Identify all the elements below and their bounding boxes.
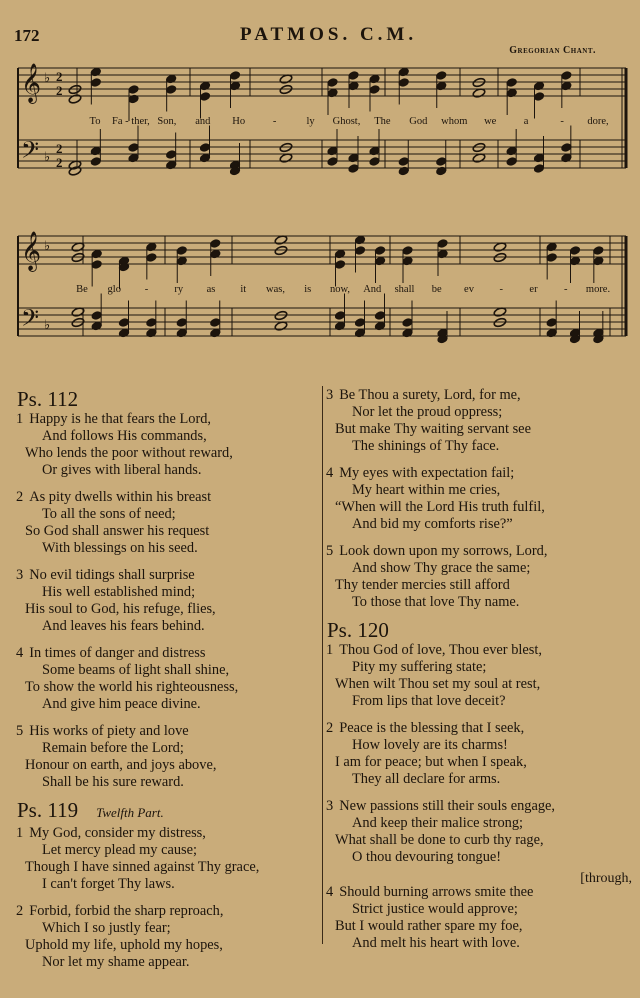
treble-clef-icon: 𝄞: [21, 63, 42, 103]
verse-line: [327, 387, 632, 404]
note-head: [402, 318, 413, 328]
lyric-syllable: now,: [329, 284, 351, 295]
note-head: [165, 150, 176, 160]
note-head: [118, 318, 129, 328]
lyric-syllable: -: [564, 284, 568, 295]
lyric-syllable: and: [195, 116, 211, 127]
verse-text: As pity dwells within his breast: [29, 489, 212, 505]
lyric-syllable: is: [304, 284, 312, 295]
note-head: [165, 85, 176, 95]
verse-text: Look down upon my sorrows, Lord,: [339, 543, 548, 559]
time-signature: 2: [56, 155, 63, 170]
verse-line: Some beams of light shall shine,: [42, 662, 230, 678]
lyric-syllable: Be: [76, 284, 88, 295]
verse-line: My heart within me cries,: [352, 482, 501, 498]
verse-line: But make Thy waiting servant see: [335, 421, 531, 437]
verse-line: Honour on earth, and joys above,: [25, 757, 217, 773]
verse-line: His soul to God, his refuge, flies,: [25, 601, 216, 617]
note-head: [91, 311, 102, 321]
verse-line: To those that love Thy name.: [352, 594, 520, 610]
left-column: [17, 387, 317, 971]
verse-text: My eyes with expectation fail;: [339, 465, 515, 481]
verse-line: And follows His commands,: [42, 428, 207, 444]
lyric-syllable: -: [272, 116, 277, 127]
verse-line: And keep their malice strong;: [352, 815, 524, 831]
lyric-syllable: be: [431, 284, 442, 295]
lyric-syllable: a: [523, 116, 529, 127]
verse-line: To show the world his righteousness,: [25, 679, 239, 695]
lyric-syllable: glo: [107, 284, 121, 295]
note-head: [91, 260, 102, 270]
lyric-syllable: er: [529, 284, 538, 295]
right-column: [327, 387, 632, 952]
note-head: [369, 85, 380, 95]
verse-line: Nor let my shame appear.: [42, 954, 190, 970]
note-head: [436, 71, 447, 81]
verse-line: [17, 903, 317, 920]
note-head: [354, 318, 365, 328]
flat-sign: ♭: [44, 238, 51, 253]
verse-line: [327, 720, 632, 737]
note-head: [561, 143, 572, 153]
lyric-syllable: as: [206, 284, 216, 295]
note-head: [369, 157, 380, 167]
note-head: [327, 157, 338, 167]
verse-line: “When will the Lord His truth fulfil,: [335, 499, 545, 515]
note-head: [128, 85, 139, 95]
lyric-syllable: more.: [585, 284, 611, 295]
note-head: [561, 71, 572, 81]
verse-text: My God, consider my distress,: [29, 825, 206, 841]
verse-line: Thy tender mercies still afford: [335, 577, 510, 593]
verse-line: Let mercy plead my cause;: [42, 842, 198, 858]
note-head: [229, 71, 240, 81]
note-head: [199, 143, 210, 153]
note-head: [374, 311, 385, 321]
verse-line: His well established mind;: [42, 584, 196, 600]
note-head: [354, 246, 365, 256]
verse-line: And leaves his fears behind.: [42, 618, 205, 634]
verse-line: Which I so justly fear;: [42, 920, 171, 936]
time-signature: 2: [56, 83, 63, 98]
note-head: [146, 253, 157, 263]
note-head: [199, 92, 210, 102]
lyric-syllable: ly: [306, 116, 315, 127]
verse-line: O thou devouring tongue!: [352, 849, 502, 865]
verse-number: 4: [326, 884, 334, 900]
time-signature: 2: [56, 69, 63, 84]
lyric-syllable: Son,: [157, 116, 177, 127]
note-head: [176, 246, 187, 256]
verse-number: 2: [326, 720, 334, 736]
verse-line: Or gives with liberal hands.: [42, 462, 202, 478]
verse-line: [327, 642, 632, 659]
verse-line: What shall be done to curb thy rage,: [335, 832, 544, 848]
verse-number: 2: [16, 903, 24, 919]
lyric-syllable: And: [363, 284, 382, 295]
verse-line: When wilt Thou set my soul at rest,: [335, 676, 541, 692]
lyric-syllable: -: [560, 116, 564, 127]
verse-line: Uphold my life, uphold my hopes,: [25, 937, 223, 953]
lyric-syllable: To: [89, 116, 101, 127]
psalm-119-subtitle: Twelfth Part.: [96, 805, 164, 820]
lyric-syllable: -: [499, 284, 503, 295]
lyric-syllable: Ghost,: [332, 116, 361, 127]
verse-line: The shinings of Thy face.: [352, 438, 500, 454]
verse-line: Pity my suffering state;: [352, 659, 487, 675]
flat-sign: ♭: [44, 70, 51, 85]
verse-text: Peace is the blessing that I seek,: [339, 720, 525, 736]
psalm-119-continued-verses: [327, 387, 632, 611]
note-head: [374, 246, 385, 256]
note-head: [334, 311, 345, 321]
verse-number: 5: [16, 723, 24, 739]
note-head: [593, 246, 604, 256]
verse-line: Nor let the proud oppress;: [352, 404, 503, 420]
lyric-syllable: dore,: [587, 116, 609, 127]
lyric-syllable: ev: [464, 284, 474, 295]
verse-number: 3: [326, 798, 334, 814]
note-head: [348, 71, 359, 81]
treble-clef-icon: 𝄞: [21, 231, 42, 271]
psalm-heading-120: Ps. 120: [327, 618, 389, 642]
note-head: [128, 143, 139, 153]
verse-text: Should burning arrows smite thee: [339, 884, 534, 900]
note-head: [210, 239, 221, 249]
note-head: [533, 164, 544, 174]
verse-line: And melt his heart with love.: [352, 935, 520, 951]
verse-number: 1: [16, 825, 24, 841]
verse-number: 2: [16, 489, 24, 505]
lyric-syllable: was,: [266, 284, 285, 295]
verse-line: [17, 567, 317, 584]
note-head: [210, 318, 221, 328]
note-head: [506, 78, 517, 88]
verse-line: [327, 543, 632, 560]
verse-line: Though I have sinned against Thy grace,: [25, 859, 260, 875]
verse-number: 1: [16, 411, 24, 427]
psalm-119-verses: [17, 825, 317, 971]
lyric-syllable: we: [484, 116, 497, 127]
verse-line: [17, 645, 317, 662]
column-divider: [322, 386, 323, 944]
note-head: [569, 246, 580, 256]
verse-line: And give him peace divine.: [42, 696, 201, 712]
note-head: [327, 78, 338, 88]
verse-line: But I would rather spare my foe,: [335, 918, 523, 934]
lyric-syllable: The: [374, 116, 391, 127]
note-head: [334, 260, 345, 270]
bass-clef-icon: 𝄢: [21, 136, 40, 169]
note-head: [436, 157, 447, 167]
lyric-syllable: shall: [394, 284, 415, 295]
psalm-heading-119: [17, 798, 317, 825]
flat-sign: ♭: [44, 317, 51, 332]
note-head: [402, 246, 413, 256]
verse-text: In times of danger and distress: [29, 645, 206, 661]
verse-line: Shall be his sure reward.: [42, 774, 184, 790]
verse-line: And show Thy grace the same;: [352, 560, 531, 576]
verse-text: Happy is he that fears the Lord,: [29, 411, 212, 427]
psalm-heading-112: Ps. 112: [17, 387, 79, 411]
flat-sign: ♭: [44, 149, 51, 164]
verse-text: Be Thou a surety, Lord, for me,: [339, 387, 521, 403]
verse-line: I can't forget Thy laws.: [42, 876, 175, 892]
verse-line: With blessings on his seed.: [42, 540, 198, 556]
verse-text: Forbid, forbid the sharp reproach,: [29, 903, 224, 919]
verse-line: So God shall answer his request: [25, 523, 210, 539]
verse-number: 5: [326, 543, 334, 559]
bass-clef-icon: 𝄢: [21, 304, 40, 337]
verse-text: New passions still their souls engage,: [339, 798, 556, 814]
note-head: [506, 157, 517, 167]
verse-line: To all the sons of need;: [42, 506, 176, 522]
hymn-title: PATMOS. C.M.: [240, 24, 418, 45]
turnover-word: [through,: [580, 871, 632, 886]
lyric-syllable: Fa - ther,: [112, 116, 150, 127]
verse-number: 4: [16, 645, 24, 661]
verse-line: [17, 411, 317, 428]
lyric-syllable: whom: [441, 116, 468, 127]
verse-line: Remain before the Lord;: [42, 740, 184, 756]
verse-text: Thou God of love, Thou ever blest,: [339, 642, 542, 658]
note-head: [398, 157, 409, 167]
verse-line: [17, 825, 317, 842]
verse-line: I am for peace; but when I speak,: [335, 754, 527, 770]
verse-line: Who lends the poor without reward,: [25, 445, 233, 461]
note-head: [176, 318, 187, 328]
lyric-syllable: it: [240, 284, 247, 295]
verse-line: [327, 798, 632, 815]
note-head: [90, 78, 101, 88]
note-head: [437, 239, 448, 249]
verse-line: [327, 465, 632, 482]
psalm-120-verses: [327, 642, 632, 952]
note-head: [533, 92, 544, 102]
verse-line: Strict justice would approve;: [352, 901, 518, 917]
note-head: [68, 94, 82, 104]
verse-line: How lovely are its charms!: [352, 737, 508, 753]
tune-attribution: Gregorian Chant.: [509, 45, 596, 56]
lyric-syllable: ry: [174, 284, 184, 295]
verse-line: [17, 723, 317, 740]
verse-text: His works of piety and love: [29, 723, 189, 739]
lyric-syllable: -: [144, 284, 149, 295]
verse-line: From lips that love deceit?: [352, 693, 506, 709]
note-head: [546, 318, 557, 328]
lyric-syllable: Ho: [232, 116, 246, 127]
music-system-2: [0, 228, 640, 358]
verse-text: No evil tidings shall surprise: [29, 567, 195, 583]
psalm-119-label: Ps. 119: [17, 798, 79, 822]
lyric-syllable: God: [409, 116, 428, 127]
verse-number: 3: [326, 387, 334, 403]
page-number: 172: [14, 26, 40, 45]
psalm-112-verses: [17, 411, 317, 791]
verse-line: They all declare for arms.: [352, 771, 501, 787]
verse-line: And bid my comforts rise?”: [352, 516, 513, 532]
note-head: [546, 253, 557, 263]
note-head: [398, 78, 409, 88]
note-head: [348, 164, 359, 174]
verse-number: 1: [326, 642, 334, 658]
note-head: [146, 318, 157, 328]
note-head: [90, 157, 101, 167]
verse-number: 4: [326, 465, 334, 481]
verse-number: 3: [16, 567, 24, 583]
verse-line: [17, 489, 317, 506]
time-signature: 2: [56, 141, 63, 156]
